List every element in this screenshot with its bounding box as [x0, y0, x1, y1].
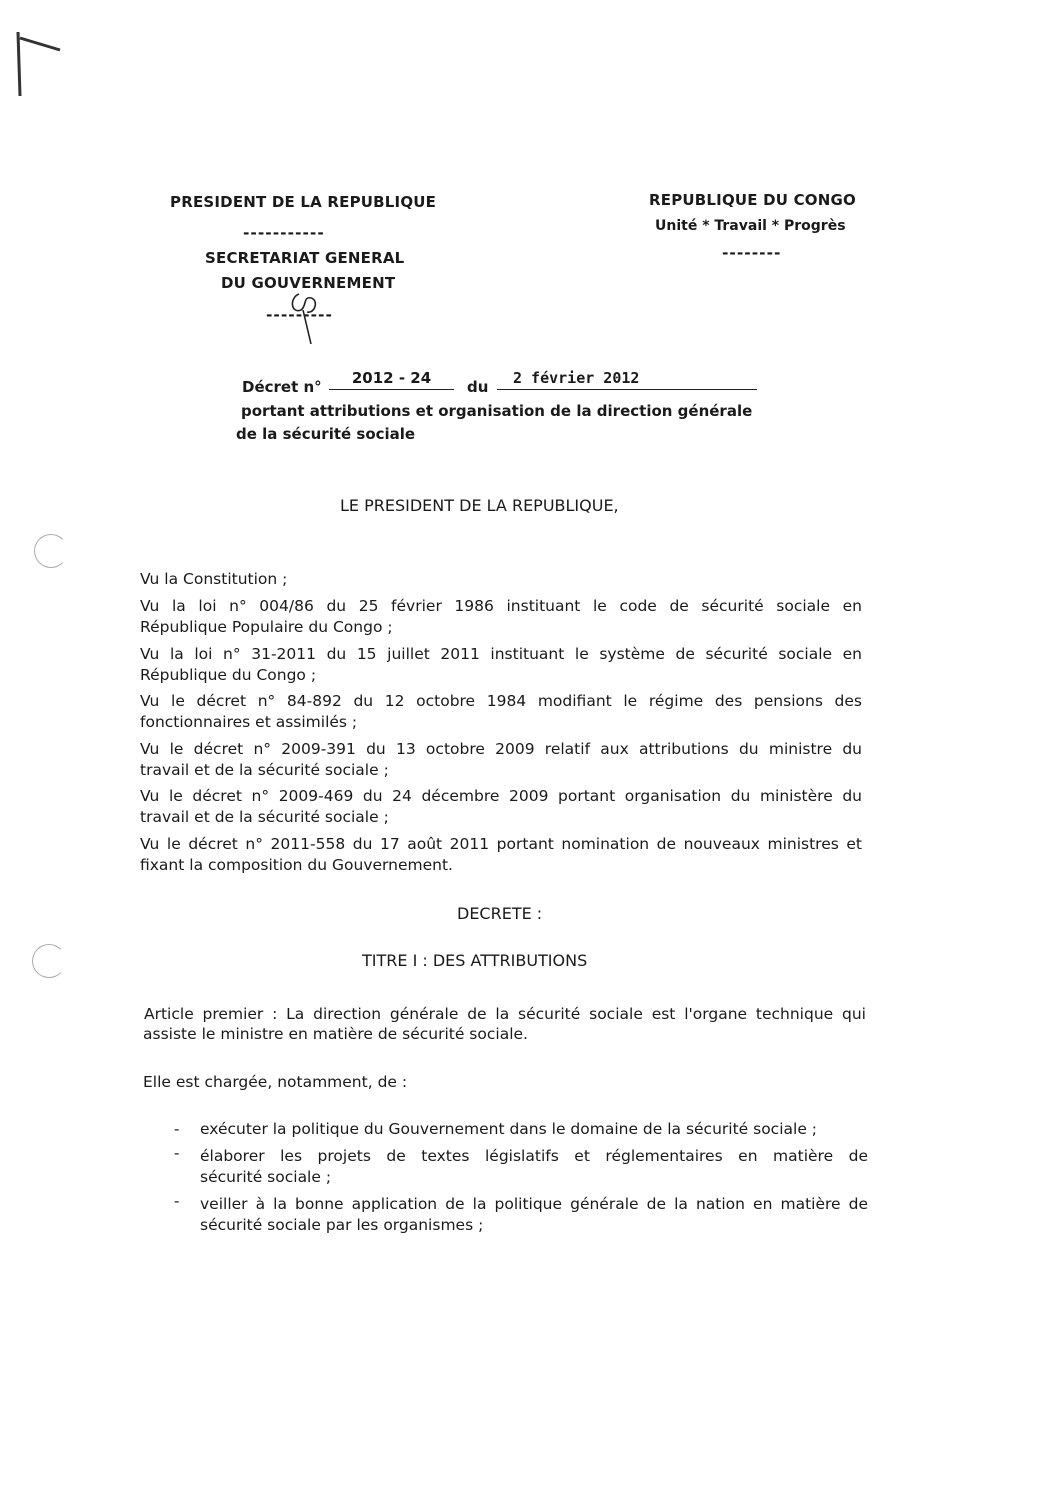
- vu-line: Vu le décret n° 2011-558 du 17 août 2011 portant nomination de nouveaux ministres et: [140, 835, 862, 853]
- vu-line: travail et de la sécurité sociale ;: [140, 808, 389, 826]
- header-left-divider: -----------: [243, 224, 325, 242]
- vu-line: fonctionnaires et assimilés ;: [140, 713, 358, 731]
- bullet-marker: -: [174, 1120, 180, 1138]
- header-right-motto: Unité * Travail * Progrès: [655, 218, 846, 234]
- decree-du-label: du: [467, 378, 489, 396]
- bullet-item: veiller à la bonne application de la politique générale de la nation en matière de: [200, 1195, 868, 1213]
- corner-mark-icon: [14, 30, 64, 100]
- decrete-heading: DECRETE :: [457, 904, 543, 923]
- article-intro: Elle est chargée, notamment, de :: [143, 1073, 408, 1091]
- vu-line: Vu la loi n° 31-2011 du 15 juillet 2011 instituant le système de sécurité sociale en: [140, 645, 862, 663]
- vu-line: Vu le décret n° 84-892 du 12 octobre 1984 modifiant le régime des pensions des: [140, 692, 862, 710]
- decree-number: [329, 369, 454, 390]
- bullet-item: élaborer les projets de textes législatifs et réglementaires en matière de: [200, 1147, 868, 1165]
- bullet-item: exécuter la politique du Gouvernement dans le domaine de la sécurité sociale ;: [200, 1120, 818, 1138]
- header-right-divider: --------: [722, 244, 782, 262]
- bullet-marker: -: [174, 1192, 180, 1210]
- decree-number-value: 2012 - 24: [351, 369, 432, 387]
- decree-subject-line1: portant attributions et organisation de la direction générale: [241, 402, 753, 420]
- decree-subject-line2: de la sécurité sociale: [236, 425, 416, 443]
- vu-line: Vu le décret n° 2009-391 du 13 octobre 2009 relatif aux attributions du ministre du: [140, 740, 862, 758]
- punch-hole-icon: [32, 944, 66, 978]
- header-left-title: PRESIDENT DE LA REPUBLIQUE: [170, 193, 437, 211]
- article-premier-line1: Article premier : La direction générale de la sécurité sociale est l'organe technique qui: [144, 1005, 866, 1023]
- vu-line: République Populaire du Congo ;: [140, 618, 393, 636]
- vu-line: Vu le décret n° 2009-469 du 24 décembre 2009 portant organisation du ministère du: [140, 787, 862, 805]
- bullet-item-cont: sécurité sociale ;: [200, 1168, 332, 1186]
- vu-line: République du Congo ;: [140, 666, 317, 684]
- vu-line: travail et de la sécurité sociale ;: [140, 761, 389, 779]
- vu-line: Vu la Constitution ;: [140, 570, 288, 588]
- decree-label: Décret n°: [242, 378, 322, 396]
- vu-line: Vu la loi n° 004/86 du 25 février 1986 instituant le code de sécurité sociale en: [140, 597, 862, 615]
- punch-hole-icon: [34, 534, 68, 568]
- article-premier-line2: assiste le ministre en matière de sécurité sociale.: [143, 1025, 528, 1043]
- header-left-sub1: SECRETARIAT GENERAL: [205, 249, 405, 267]
- header-right-title: REPUBLIQUE DU CONGO: [649, 191, 856, 209]
- header-left-divider-2: ---------: [266, 306, 333, 324]
- bullet-marker: -: [174, 1144, 180, 1162]
- decree-date-value: 2 février 2012: [513, 369, 640, 387]
- bullet-item-cont: sécurité sociale par les organismes ;: [200, 1216, 484, 1234]
- decree-date: [497, 369, 757, 390]
- initials-signature: [285, 280, 325, 350]
- titre-heading: TITRE I : DES ATTRIBUTIONS: [362, 951, 588, 970]
- president-heading: LE PRESIDENT DE LA REPUBLIQUE,: [340, 496, 619, 515]
- header-left-sub2: DU GOUVERNEMENT: [221, 274, 396, 292]
- vu-line: fixant la composition du Gouvernement.: [140, 856, 453, 874]
